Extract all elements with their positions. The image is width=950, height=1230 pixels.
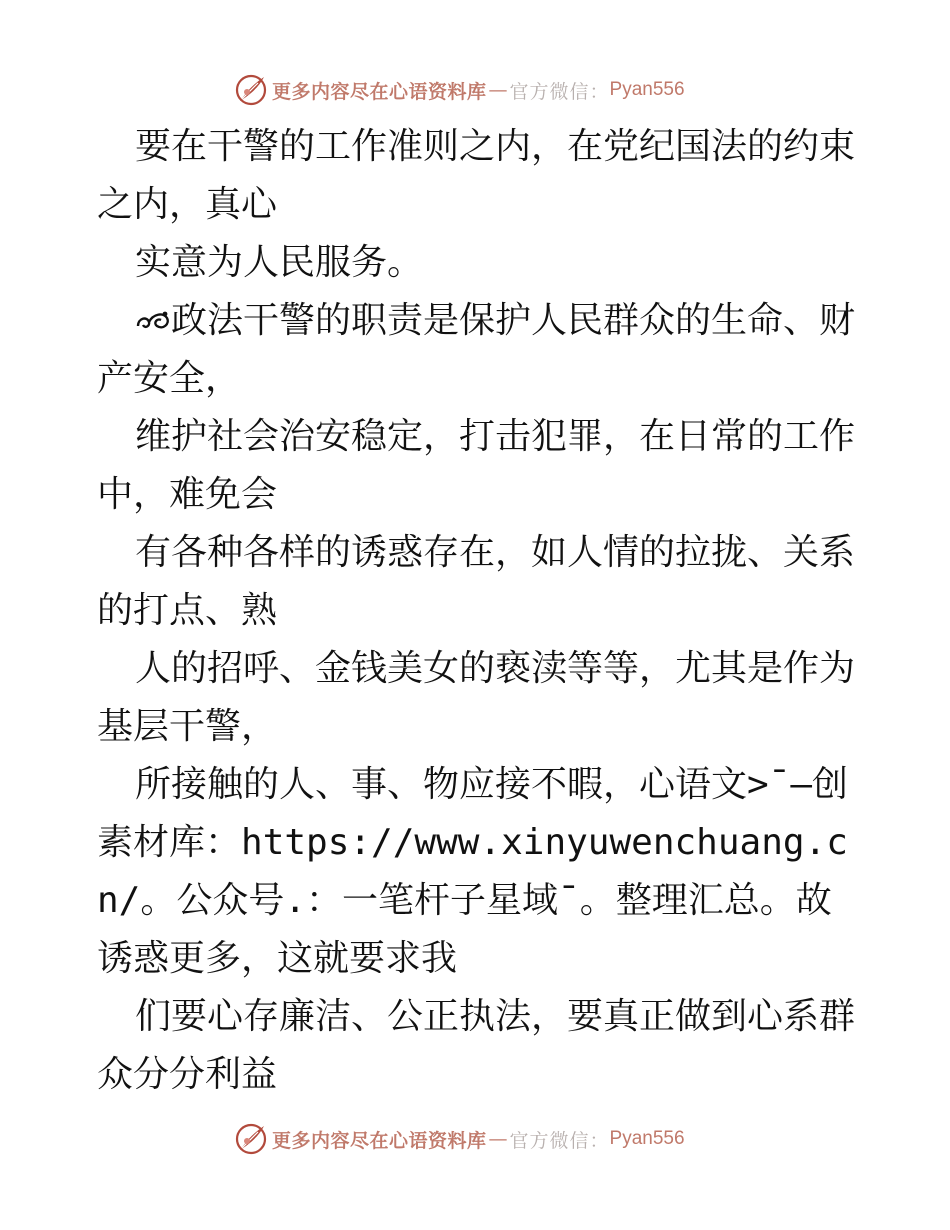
swirl-bullet-icon bbox=[135, 306, 171, 336]
paragraph-6-line-1: 人的招呼、金钱美女的亵渎等等，尤其是作为基 bbox=[97, 648, 856, 747]
document-body bbox=[97, 118, 857, 1104]
paragraph-7-line-1: 所接触的人、事、物应接不暇，心语文>¯—创素 bbox=[97, 764, 849, 863]
paragraph-7-line-2: 材库：https://www.xinyuwenchuang.cn/。公众 bbox=[97, 822, 848, 921]
footer-official-label: 官方微信： bbox=[509, 1129, 610, 1152]
paragraph-7-line-3: 号.：一笔杆子星域¯。整理汇总。故诱惑更多，这 bbox=[97, 880, 832, 979]
paragraph-7-line-4: 就要求我 bbox=[313, 938, 458, 979]
paragraph-1 bbox=[97, 118, 857, 234]
footer-wechat-id: Pyan556 bbox=[609, 1128, 685, 1149]
paragraph-8 bbox=[97, 988, 857, 1104]
paragraph-6-line-2: 层干警， bbox=[133, 706, 278, 747]
feather-logo-icon bbox=[234, 1122, 268, 1156]
paragraph-1-line-2: 内，真心 bbox=[133, 184, 278, 225]
paragraph-5-line-2: 打点、熟 bbox=[133, 590, 278, 631]
paragraph-4-line-1: 维护社会治安稳定，打击犯罪，在日常的工作 bbox=[135, 416, 856, 457]
header-dash: — bbox=[488, 79, 508, 101]
paragraph-5 bbox=[97, 524, 857, 640]
paragraph-8-line-1: 们要心存廉洁、公正执法，要真正做到心系群众 bbox=[97, 996, 856, 1095]
header-official-label: 官方微信： bbox=[509, 80, 610, 103]
paragraph-1-line-1: 要在干警的工作准则之内，在党纪国法的约束之 bbox=[97, 126, 856, 225]
paragraph-2 bbox=[97, 234, 857, 292]
paragraph-2-line-1: 实意为人民服务。 bbox=[135, 242, 424, 283]
header-wechat-id: Pyan556 bbox=[609, 79, 685, 100]
feather-logo-icon bbox=[234, 73, 268, 107]
paragraph-4-line-2: 中，难免会 bbox=[97, 474, 278, 515]
header-brand-text: 更多内容尽在心语资料库 bbox=[272, 80, 487, 103]
paragraph-3-line-2: 产安全， bbox=[97, 358, 242, 399]
footer-dash: — bbox=[488, 1128, 508, 1150]
footer-banner bbox=[234, 1121, 685, 1157]
footer-brand-text: 更多内容尽在心语资料库 bbox=[272, 1129, 487, 1152]
paragraph-3-line-1: 政法干警的职责是保护人民群众的生命、财 bbox=[171, 300, 856, 341]
paragraph-4 bbox=[97, 408, 857, 524]
paragraph-3 bbox=[97, 292, 857, 408]
paragraph-8-line-2: 分分利益 bbox=[133, 1054, 278, 1095]
paragraph-5-line-1: 有各种各样的诱惑存在，如人情的拉拢、关系的 bbox=[97, 532, 856, 631]
paragraph-7 bbox=[97, 756, 857, 988]
header-banner bbox=[234, 72, 685, 108]
paragraph-6 bbox=[97, 640, 857, 756]
